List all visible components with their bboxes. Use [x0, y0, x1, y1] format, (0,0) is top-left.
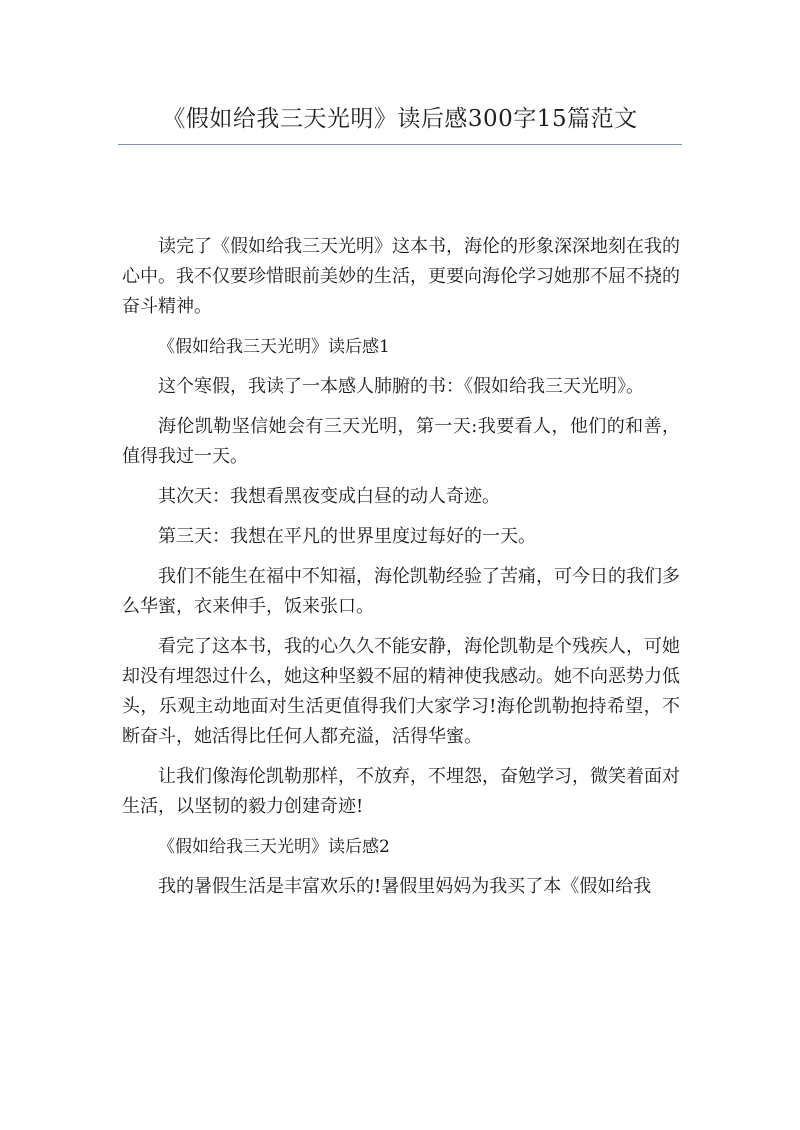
section-heading-1: 《假如给我三天光明》读后感1	[158, 337, 390, 357]
document-body	[122, 232, 680, 912]
body-paragraph: 看完了这本书，我的心久久不能安静，海伦凯勒是个残疾人，可她却没有埋怨过什么，她这种坚毅不屈的精神使我感动。她不向恶势力低头，乐观主动地面对生活更值得我们大家学习!海伦凯勒抱持希望，不断奋斗，她活得比任何人都充溢，活得华蜜。	[122, 636, 680, 747]
document-title: 《假如给我三天光明》读后感300字15篇范文	[162, 106, 638, 132]
body-paragraph: 让我们像海伦凯勒那样，不放弃，不埋怨，奋勉学习，微笑着面对生活，以坚韧的毅力创建奇迹!	[122, 766, 680, 817]
body-paragraph: 其次天：我想看黑夜变成白昼的动人奇迹。	[158, 486, 500, 507]
section-heading-2: 《假如给我三天光明》读后感2	[158, 837, 390, 857]
title-underline	[118, 144, 682, 145]
body-paragraph: 我的暑假生活是丰富欢乐的!暑假里妈妈为我买了本《假如给我	[158, 876, 652, 897]
body-paragraph: 我们不能生在福中不知福，海伦凯勒经验了苦痛，可今日的我们多么华蜜，衣来伸手，饭来张口。	[122, 566, 680, 617]
intro-paragraph: 读完了《假如给我三天光明》这本书，海伦的形象深深地刻在我的心中。我不仅要珍惜眼前美妙的生活，更要向海伦学习她那不屈不挠的奋斗精神。	[122, 236, 680, 317]
body-paragraph: 第三天：我想在平凡的世界里度过每好的一天。	[158, 526, 536, 547]
body-paragraph: 海伦凯勒坚信她会有三天光明，第一天:我要看人，他们的和善，值得我过一天。	[122, 416, 680, 467]
body-paragraph: 这个寒假，我读了一本感人肺腑的书：《假如给我三天光明》。	[158, 376, 644, 397]
